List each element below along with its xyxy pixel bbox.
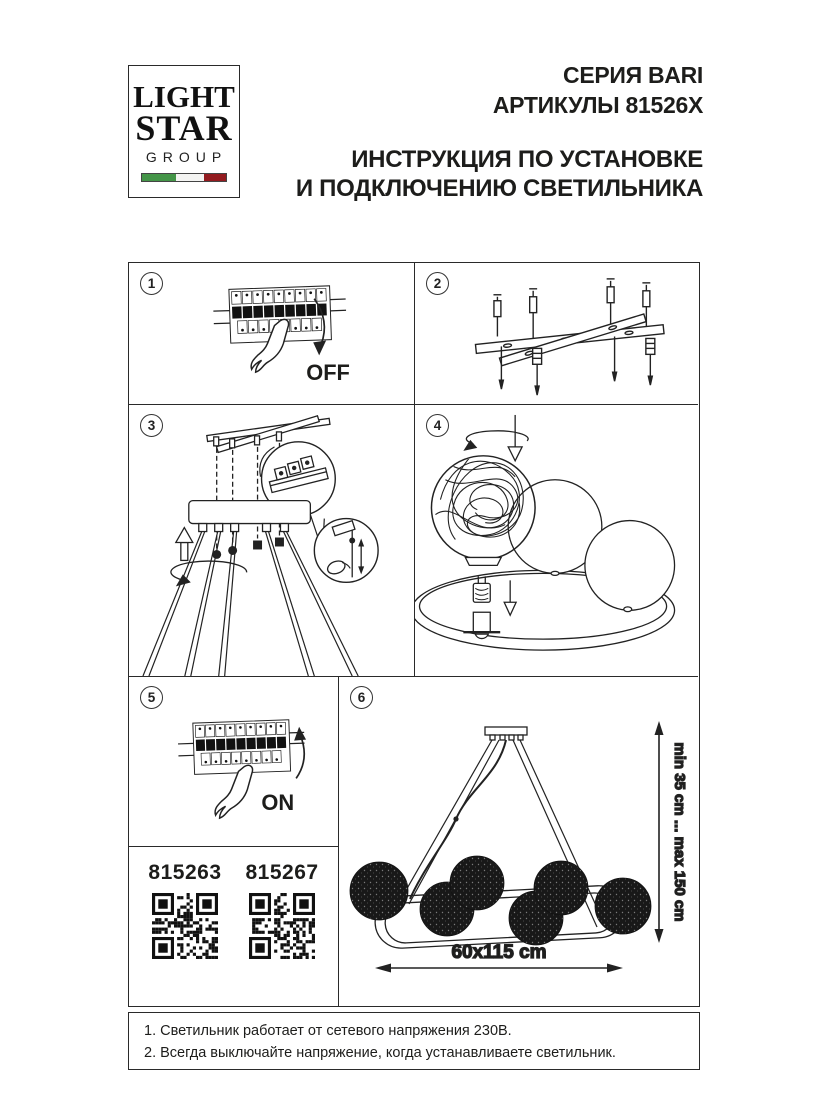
- qr-left: [148, 861, 221, 964]
- qr-code-icon: [152, 893, 218, 959]
- qr-codes-panel: [129, 847, 339, 1006]
- qr-right-label: 815267: [245, 861, 319, 884]
- off-label: OFF: [306, 360, 350, 386]
- instruction-title: [296, 145, 703, 203]
- height-dimension: [655, 721, 689, 943]
- logo-word-light: LIGHT: [133, 79, 235, 114]
- header-text-block: [296, 60, 703, 203]
- canopy-icon: [189, 501, 311, 532]
- step-1-number-badge: 1: [140, 272, 163, 295]
- series-title: СЕРИЯ BARI: [563, 62, 703, 88]
- qr-right: [246, 861, 319, 964]
- qr-left-label: 815263: [148, 861, 222, 884]
- arrow-down-icon: [504, 580, 516, 615]
- arrow-down-icon: [508, 415, 522, 461]
- step-3-panel: [129, 405, 415, 677]
- rotate-arrow-icon: [171, 561, 247, 586]
- shade-and-bulb-illustration: [415, 405, 698, 676]
- safety-notes: [128, 1012, 700, 1070]
- step-1-panel: [129, 263, 415, 405]
- on-label: ON: [261, 790, 295, 816]
- qr-code-icon: [249, 893, 315, 959]
- logo-word-star: STAR: [135, 108, 233, 148]
- step-6-number-badge: 6: [350, 686, 373, 709]
- arrow-up-icon: [294, 727, 306, 779]
- step-5-panel: [129, 677, 339, 847]
- italian-flag-icon: [141, 173, 227, 182]
- chandelier-dimensions-illustration: [339, 677, 698, 1006]
- halogen-bulb-icon: [473, 576, 490, 602]
- step-4-number-badge: 4: [426, 414, 449, 437]
- circuit-breaker-icon: [177, 719, 305, 775]
- note-line-2: 2. Всегда выключайте напряжение, когда устанавливаете светильник.: [144, 1045, 616, 1062]
- step-2-number-badge: 2: [426, 272, 449, 295]
- lightstar-logo: [128, 65, 240, 198]
- step-6-panel: [339, 677, 698, 1006]
- instruction-title-line2: И ПОДКЛЮЧЕНИЮ СВЕТИЛЬНИКА: [295, 175, 703, 202]
- ceiling-plate-icon: [485, 727, 527, 740]
- instruction-title-line1: ИНСТРУКЦИЯ ПО УСТАНОВКЕ: [351, 146, 703, 173]
- lamp-socket-icon: [463, 612, 500, 638]
- height-range-label: min 35 cm ... max 150 cm: [671, 742, 688, 922]
- step-4-panel: [415, 405, 698, 677]
- glass-sphere-icon: [585, 521, 675, 611]
- step-3-number-badge: 3: [140, 414, 163, 437]
- power-off-illustration: [129, 263, 414, 404]
- canopy-mounting-illustration: [129, 405, 414, 676]
- step-2-panel: [415, 263, 698, 405]
- steps-grid: [128, 262, 700, 1007]
- articles-title: АРТИКУЛЫ 81526X: [492, 92, 703, 118]
- sphere-nub: [551, 571, 559, 575]
- sphere-nub: [624, 607, 632, 612]
- step-5-number-badge: 5: [140, 686, 163, 709]
- cable-adjuster-detail-icon: [310, 515, 378, 583]
- logo-word-group: GROUP: [145, 149, 228, 165]
- note-line-1: 1. Светильник работает от сетевого напряжения 230В.: [144, 1023, 512, 1039]
- width-dimension: [375, 942, 623, 973]
- cord-bead: [453, 816, 458, 821]
- dimensions-label: 60x115 cm: [451, 942, 547, 963]
- shade-balls: [350, 856, 651, 945]
- arrow-up-icon: [176, 528, 193, 561]
- mounting-brackets-illustration: [415, 263, 698, 404]
